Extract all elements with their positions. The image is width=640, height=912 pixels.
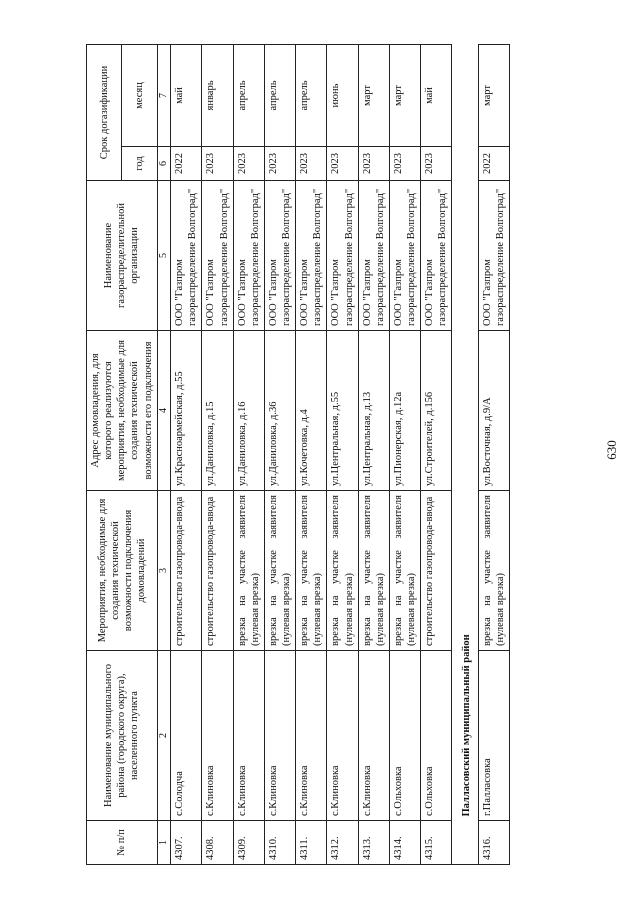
- address-cell: ул.Восточная, д.9/А: [478, 331, 509, 491]
- measure-cell: врезка на участке заявителя (нулевая врезка): [296, 491, 327, 651]
- column-number: 6: [157, 147, 171, 181]
- row-number: 4307.: [171, 821, 202, 865]
- month-cell: июнь: [327, 44, 358, 146]
- settlement-cell: с.Клиновка: [233, 651, 264, 821]
- column-number: 3: [157, 491, 171, 651]
- table-row: [478, 44, 509, 864]
- section-body: [452, 44, 478, 864]
- year-cell: 2023: [358, 147, 389, 181]
- month-cell: март: [478, 44, 509, 146]
- address-cell: ул.Строителей, д.156: [421, 331, 452, 491]
- header-month: месяц: [122, 44, 157, 146]
- organization-cell: ООО "Газпром газораспределение Волгоград": [296, 181, 327, 331]
- row-number: 4312.: [327, 821, 358, 865]
- year-cell: 2023: [327, 147, 358, 181]
- organization-cell: ООО "Газпром газораспределение Волгоград": [327, 181, 358, 331]
- page-number: 630: [604, 440, 619, 460]
- row-number: 4309.: [233, 821, 264, 865]
- month-cell: апрель: [264, 44, 295, 146]
- address-cell: ул.Кочетовка, д.4: [296, 331, 327, 491]
- settlement-cell: с.Клиновка: [296, 651, 327, 821]
- measure-cell: строительство газопровода-ввода: [421, 491, 452, 651]
- column-number: 5: [157, 181, 171, 331]
- month-cell: май: [421, 44, 452, 146]
- header-settlement: Наименование муниципального района (городского округа), населенного пункта: [87, 651, 158, 821]
- year-cell: 2023: [389, 147, 420, 181]
- table-row: [421, 44, 452, 864]
- column-number: 1: [157, 821, 171, 865]
- measure-cell: врезка на участке заявителя (нулевая врезка): [358, 491, 389, 651]
- header-organization: Наименование газораспределительной организации: [87, 181, 158, 331]
- table-row: [202, 44, 233, 864]
- measure-cell: врезка на участке заявителя (нулевая врезка): [264, 491, 295, 651]
- settlement-cell: с.Клиновка: [327, 651, 358, 821]
- measure-cell: строительство газопровода-ввода: [171, 491, 202, 651]
- month-cell: март: [358, 44, 389, 146]
- row-number: 4316.: [478, 821, 509, 865]
- month-cell: январь: [202, 44, 233, 146]
- settlement-cell: с.Клиновка: [202, 651, 233, 821]
- address-cell: ул.Красноармейская, д.55: [171, 331, 202, 491]
- header-number: № п/п: [87, 821, 158, 865]
- address-cell: ул.Даниловка, д.15: [202, 331, 233, 491]
- table-row: [264, 44, 295, 864]
- settlement-cell: с.Клиновка: [264, 651, 295, 821]
- organization-cell: ООО "Газпром газораспределение Волгоград": [421, 181, 452, 331]
- column-number: 7: [157, 44, 171, 146]
- column-number: 4: [157, 331, 171, 491]
- organization-cell: ООО "Газпром газораспределение Волгоград": [171, 181, 202, 331]
- address-cell: ул.Даниловка, д.16: [233, 331, 264, 491]
- organization-cell: ООО "Газпром газораспределение Волгоград": [358, 181, 389, 331]
- organization-cell: ООО "Газпром газораспределение Волгоград": [389, 181, 420, 331]
- rotated-page: [86, 45, 556, 865]
- organization-cell: ООО "Газпром газораспределение Волгоград": [264, 181, 295, 331]
- table-row: [389, 44, 420, 864]
- year-cell: 2023: [233, 147, 264, 181]
- table-body-b: [478, 44, 509, 864]
- table-row: [233, 44, 264, 864]
- header-term: Срок догазификации: [87, 44, 122, 180]
- address-cell: ул.Даниловка, д.36: [264, 331, 295, 491]
- column-number: 2: [157, 651, 171, 821]
- header-measures: Мероприятия, необходимые для создания технической возможности подключения домовладений: [87, 491, 158, 651]
- year-cell: 2023: [296, 147, 327, 181]
- table-body-a: [171, 44, 452, 864]
- row-number: 4314.: [389, 821, 420, 865]
- header-address: Адрес домовладения, для которого реализуются мероприятия, необходимые для создания технической возможности его подключения: [87, 331, 158, 491]
- table-row: [327, 44, 358, 864]
- organization-cell: ООО "Газпром газораспределение Волгоград": [478, 181, 509, 331]
- measure-cell: врезка на участке заявителя (нулевая врезка): [478, 491, 509, 651]
- organization-cell: ООО "Газпром газораспределение Волгоград": [233, 181, 264, 331]
- row-number: 4311.: [296, 821, 327, 865]
- gasification-table: [86, 44, 510, 865]
- section-title: Палласовский муниципальный район: [461, 634, 473, 817]
- measure-cell: врезка на участке заявителя (нулевая врезка): [389, 491, 420, 651]
- section-row: [452, 44, 478, 864]
- table-row: [358, 44, 389, 864]
- year-cell: 2022: [478, 147, 509, 181]
- settlement-cell: г.Палласовка: [478, 651, 509, 821]
- year-cell: 2023: [264, 147, 295, 181]
- measure-cell: врезка на участке заявителя (нулевая врезка): [233, 491, 264, 651]
- settlement-cell: с.Ольховка: [389, 651, 420, 821]
- settlement-cell: с.Солодча: [171, 651, 202, 821]
- month-cell: апрель: [233, 44, 264, 146]
- measure-cell: врезка на участке заявителя (нулевая врезка): [327, 491, 358, 651]
- row-number: 4313.: [358, 821, 389, 865]
- month-cell: май: [171, 44, 202, 146]
- organization-cell: ООО "Газпром газораспределение Волгоград": [202, 181, 233, 331]
- header-year: год: [122, 147, 157, 181]
- measure-cell: строительство газопровода-ввода: [202, 491, 233, 651]
- settlement-cell: с.Клиновка: [358, 651, 389, 821]
- year-cell: 2023: [202, 147, 233, 181]
- column-number-row: [157, 44, 171, 864]
- address-cell: ул.Пионерская, д.12а: [389, 331, 420, 491]
- row-number: 4308.: [202, 821, 233, 865]
- table-row: [296, 44, 327, 864]
- address-cell: ул.Центральная, д.13: [358, 331, 389, 491]
- row-number: 4315.: [421, 821, 452, 865]
- month-cell: апрель: [296, 44, 327, 146]
- month-cell: март: [389, 44, 420, 146]
- table-row: [171, 44, 202, 864]
- year-cell: 2023: [421, 147, 452, 181]
- settlement-cell: с.Ольховка: [421, 651, 452, 821]
- row-number: 4310.: [264, 821, 295, 865]
- address-cell: ул.Центральная, д.55: [327, 331, 358, 491]
- year-cell: 2022: [171, 147, 202, 181]
